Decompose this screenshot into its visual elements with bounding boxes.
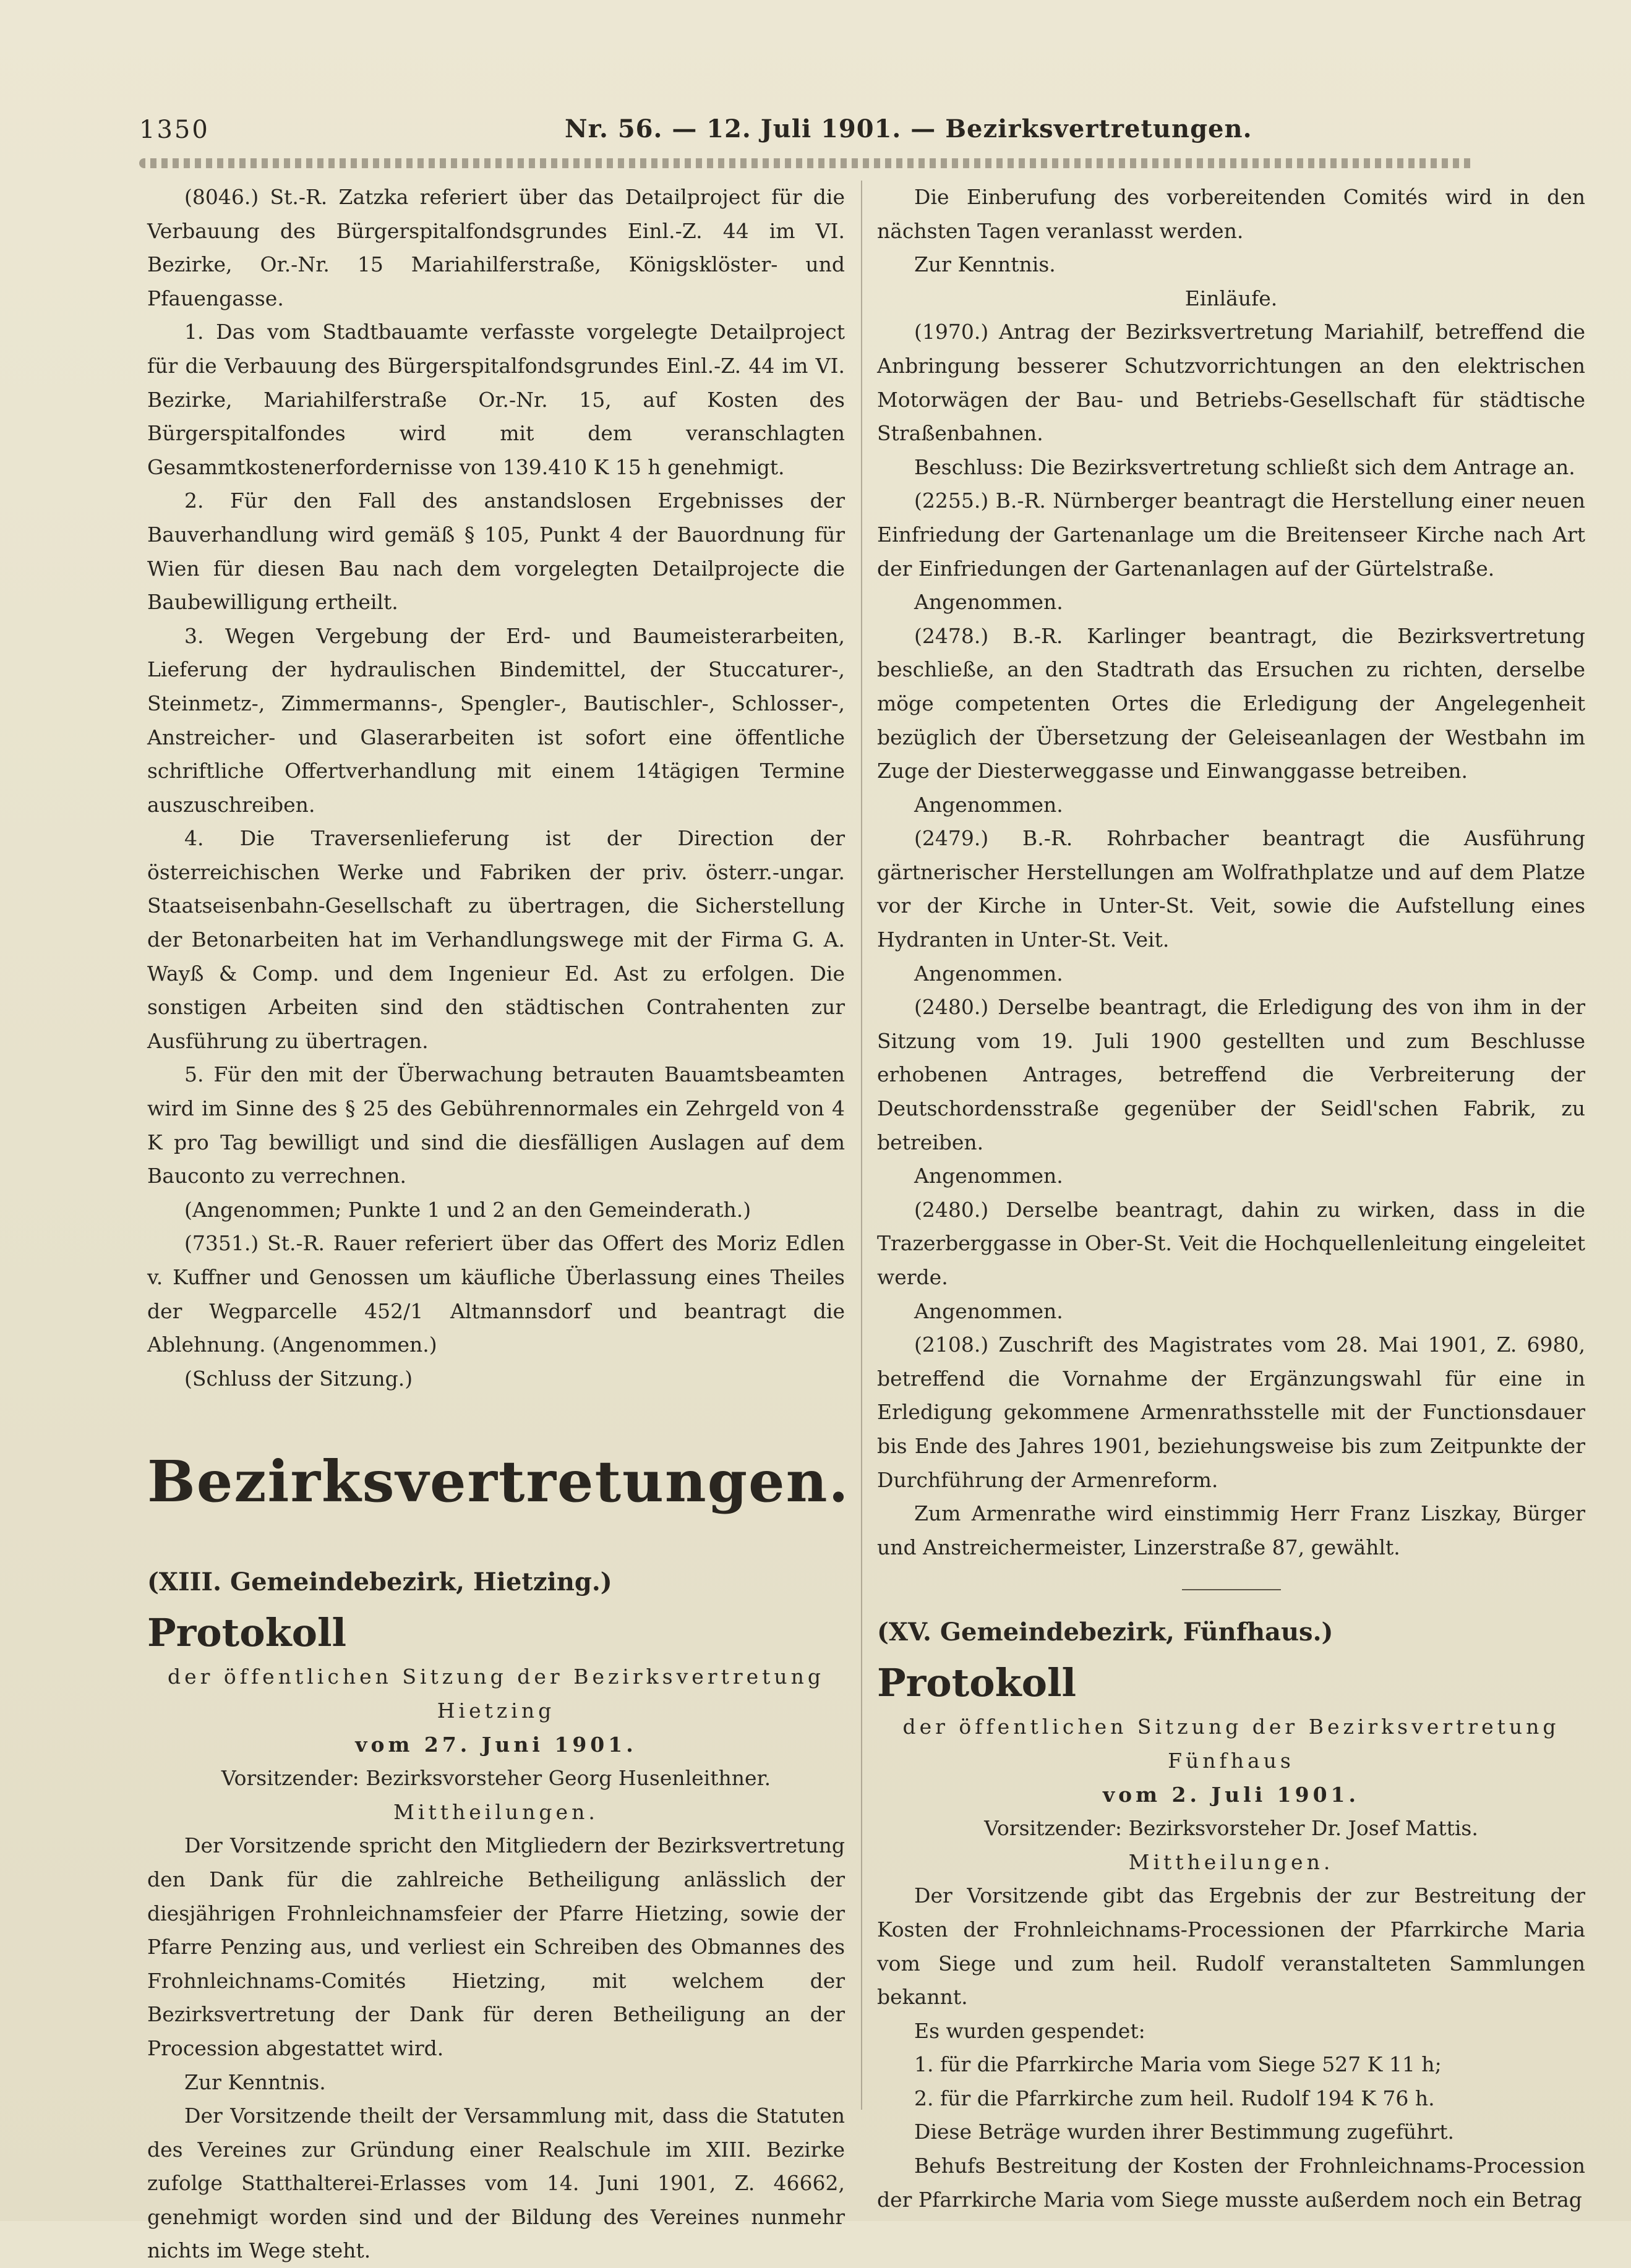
paragraph: Einläufe. xyxy=(1184,286,1278,310)
paragraph: (2480.) Derselbe beantragt, die Erledigung des von ihm in der Sitzung vom 19. Juli 1900 gestellten und zum Beschlusse erhobenen Antrages, betreffend die Verbreiterung der Deutschordensstraße gegenüber der Seidl'schen Fabrik, zu betreiben. xyxy=(877,995,1585,1154)
announcements-heading: Mittheilungen. xyxy=(393,1799,599,1824)
right-column xyxy=(877,181,1585,2212)
paragraph: (8046.) St.-R. Zatzka referiert über das Detailproject für die Verbauung des Bürgerspitalfondsgrundes Einl.-Z. 44 im VI. Bezirke, Or.-Nr. 15 Mariahilferstraße, Königsklöster- und Pfauengasse. xyxy=(147,185,845,310)
page-header xyxy=(139,108,1475,158)
paragraph: Angenommen. xyxy=(914,590,1063,615)
paragraph: 1. Das vom Stadtbauamte verfasste vorgelegte Detailproject für die Verbauung des Bürgerspitalfondsgrundes Einl.-Z. 44 im VI. Bezirke, Mariahilferstraße Or.-Nr. 15, auf Kosten des Bürgerspitalfondes wird mit dem veranschlagten Gesammtkostenerfordernisse von 139.410 K 15 h genehmigt. xyxy=(147,320,845,479)
announcements-heading-2: Mittheilungen. xyxy=(1128,1849,1334,1874)
paragraph: Die Einberufung des vorbereitenden Comités wird in den nächsten Tagen veranlasst werden. xyxy=(877,185,1585,243)
paragraph: (Schluss der Sitzung.) xyxy=(184,1366,413,1391)
paragraph: 3. Wegen Vergebung der Erd- und Baumeisterarbeiten, Lieferung der hydraulischen Bindemittel, der Stuccaturer-, Steinmetz-, Zimmermanns-, Spengler-, Bautischler-, Schlosser-, Anstreicher- und Glaserarbeiten ist sofort eine öffentliche schriftliche Offertverhandlung mit einem 14tägigen Termine auszuschreiben. xyxy=(147,623,845,817)
section-rule xyxy=(1182,1589,1281,1590)
paragraph: Angenommen. xyxy=(914,1298,1063,1323)
session-date-2: vom 2. Juli 1901. xyxy=(1102,1782,1360,1807)
paragraph: (7351.) St.-R. Rauer referiert über das Offert des Moriz Edlen v. Kuffner und Genossen um käufliche Überlassung eines Theiles der Wegparcelle 452/1 Altmannsdorf und beantragt die Ablehnung. (Angenommen.) xyxy=(147,1231,845,1357)
paragraph: Diese Beträge wurden ihrer Bestimmung zugeführt. xyxy=(914,2120,1454,2144)
paragraph: 4. Die Traversenlieferung ist der Direction der österreichischen Werke und Fabriken der priv. österr.-ungar. Staatseisenbahn-Gesellschaft zu übertragen, die Sicherstellung der Betonarbeiten hat im Verhandlungswege mit der Firma G. A. Wayß & Comp. und dem Ingenieur Ed. Ast zu erfolgen. Die sonstigen Arbeiten sind den städtischen Contrahenten zur Ausführung zu übertragen. xyxy=(147,826,845,1053)
paragraph: (2255.) B.-R. Nürnberger beantragt die Herstellung einer neuen Einfriedung der Gartenanlage um die Breitenseer Kirche nach Art der Einfriedungen der Gartenanlagen auf der Gürtelstraße. xyxy=(877,488,1585,581)
session-line-2: der öffentlichen Sitzung der Bezirksvertretung Fünfhaus xyxy=(902,1715,1560,1773)
chair-line-2: Vorsitzender: Bezirksvorsteher Dr. Josef Mattis. xyxy=(984,1816,1478,1841)
right-paragraphs-2 xyxy=(877,1879,1585,2217)
paragraph: 5. Für den mit der Überwachung betrauten Bauamtsbeamten wird im Sinne des § 25 des Gebührennormales ein Zehrgeld von 4 K pro Tag bewilligt und sind die diesfälligen Auslagen auf dem Bauconto zu verrechnen. xyxy=(147,1062,845,1188)
session-line: der öffentlichen Sitzung der Bezirksvertretung Hietzing xyxy=(167,1665,825,1723)
section-title: Bezirksvertretungen. xyxy=(147,1448,850,1516)
paragraph: Beschluss: Die Bezirksvertretung schließt sich dem Antrage an. xyxy=(914,454,1575,479)
paragraph: Behufs Bestreitung der Kosten der Frohnleichnams-Procession der Pfarrkirche Maria vom Siege musste außerdem noch ein Betrag xyxy=(877,2154,1585,2212)
paragraph: (2480.) Derselbe beantragt, dahin zu wirken, dass in die Trazerberggasse in Ober-St. Veit die Hochquellenleitung eingeleitet werde. xyxy=(877,1197,1585,1289)
protocol-title-2: Protokoll xyxy=(877,1660,1077,1706)
paragraph: Angenommen. xyxy=(914,1164,1063,1188)
protocol-title: Protokoll xyxy=(147,1610,347,1656)
left-paragraphs xyxy=(147,181,845,1396)
paragraph: Der Vorsitzende theilt der Versammlung mit, dass die Statuten des Vereines zur Gründung einer Realschule im XIII. Bezirke zufolge Statthalterei-Erlasses vom 14. Juni 1901, Z. 46662, genehmigt worden sind und der Bildung des Vereines nunmehr nichts im Wege steht. xyxy=(147,2104,845,2263)
paragraph: 2. für die Pfarrkirche zum heil. Rudolf 194 K 76 h. xyxy=(914,2086,1435,2110)
column-divider xyxy=(861,181,862,2110)
paragraph: Angenommen. xyxy=(914,961,1063,986)
page-number: 1350 xyxy=(139,116,210,144)
left-column xyxy=(147,181,850,2263)
paragraph: Zur Kenntnis. xyxy=(914,252,1056,277)
paragraph: Angenommen. xyxy=(914,792,1063,817)
paragraph: 1. für die Pfarrkirche Maria vom Siege 527 K 11 h; xyxy=(914,2052,1442,2077)
district-heading-2: (XV. Gemeindebezirk, Fünfhaus.) xyxy=(877,1618,1333,1647)
paragraph: (2479.) B.-R. Rohrbacher beantragt die Ausführung gärtnerischer Herstellungen am Wolfrathplatze und auf dem Platze vor der Kirche in Unter-St. Veit, sowie die Aufstellung eines Hydranten in Unter-St. Veit. xyxy=(877,826,1585,952)
paragraph: Der Vorsitzende gibt das Ergebnis der zur Bestreitung der Kosten der Frohnleichnams-Processionen der Pfarrkirche Maria vom Siege und zum heil. Rudolf veranstalteten Sammlungen bekannt. xyxy=(877,1883,1585,2010)
paragraph: Es wurden gespendet: xyxy=(914,2018,1145,2043)
paragraph: Der Vorsitzende spricht den Mitgliedern der Bezirksvertretung den Dank für die zahlreiche Betheiligung anlässlich der diesjährigen Frohnleichnamsfeier der Pfarre Hietzing, sowie der Pfarre Penzing aus, und verliest ein Schreiben des Obmannes des Frohnleichnams-Comités Hietzing, mit welchem der Bezirksvertretung der Dank für deren Betheiligung an der Procession abgestattet wird. xyxy=(147,1833,845,2060)
paragraph: (1970.) Antrag der Bezirksvertretung Mariahilf, betreffend die Anbringung besserer Schutzvorrichtungen an den elektrischen Motorwägen der Bau- und Betriebs-Gesellschaft für städtische Straßenbahnen. xyxy=(877,320,1585,446)
running-head: Nr. 56. — 12. Juli 1901. — Bezirksvertretungen. xyxy=(565,114,1252,143)
paragraph: 2. Für den Fall des anstandslosen Ergebnisses der Bauverhandlung wird gemäß § 105, Punkt 4 der Bauordnung für Wien für diesen Bau nach dem vorgelegten Detailprojecte die Baubewilligung ertheilt. xyxy=(147,488,845,615)
chair-line: Vorsitzender: Bezirksvorsteher Georg Husenleithner. xyxy=(221,1766,771,1791)
paragraph: (2108.) Zuschrift des Magistrates vom 28. Mai 1901, Z. 6980, betreffend die Vornahme der Ergänzungswahl für eine in Erledigung gekommene Armenrathsstelle mit der Functionsdauer bis Ende des Jahres 1901, beziehungsweise bis zum Zeitpunkte der Durchführung der Armenreform. xyxy=(877,1332,1585,1492)
left-paragraphs-2 xyxy=(147,1829,845,2268)
paragraph: Zur Kenntnis. xyxy=(184,2070,326,2094)
paragraph: (Angenommen; Punkte 1 und 2 an den Gemeinderath.) xyxy=(184,1197,751,1222)
header-rule xyxy=(139,158,1475,168)
right-paragraphs xyxy=(877,181,1585,1564)
paragraph: (2478.) B.-R. Karlinger beantragt, die Bezirksvertretung beschließe, an den Stadtrath das Ersuchen zu richten, derselbe möge competenten Ortes die Erledigung der Angelegenheit bezüglich der Übersetzung der Geleiseanlagen der Westbahn im Zuge der Diesterweggasse und Einwanggasse betreiben. xyxy=(877,623,1585,783)
district-heading: (XIII. Gemeindebezirk, Hietzing.) xyxy=(147,1567,612,1597)
paragraph: Zum Armenrathe wird einstimmig Herr Franz Liszkay, Bürger und Anstreichermeister, Linzerstraße 87, gewählt. xyxy=(877,1501,1585,1559)
session-date: vom 27. Juni 1901. xyxy=(355,1732,637,1757)
